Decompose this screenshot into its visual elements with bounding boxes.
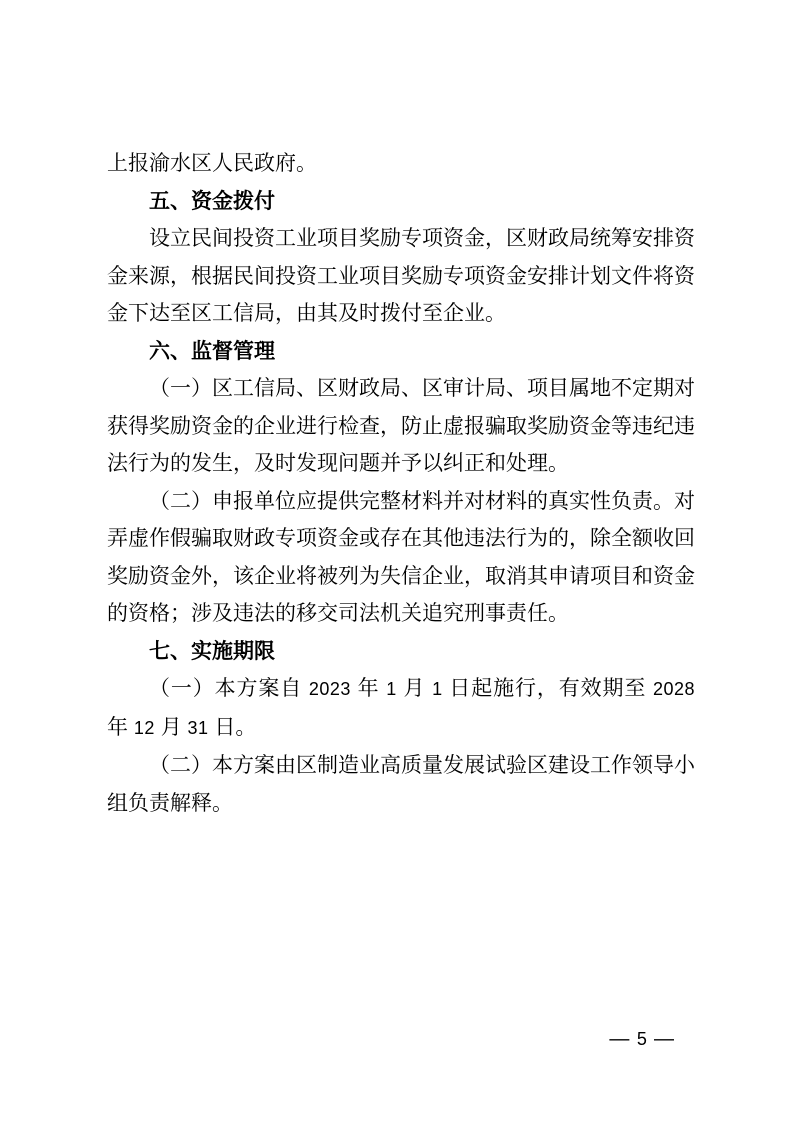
continuation-paragraph: 上报渝水区人民政府。 (107, 152, 317, 175)
body-paragraph: （一）区工信局、区财政局、区审计局、项目属地不定期对获得奖励资金的企业进行检查，防止虚报骗取奖励资金等违纪违法行为的发生，及时发现问题并予以纠正和处理。 (107, 377, 695, 475)
section-heading-supervision: 六、监督管理 (149, 339, 275, 363)
document-body (107, 145, 695, 822)
section-heading-implementation-period: 七、实施期限 (149, 639, 275, 663)
body-paragraph: （二）本方案由区制造业高质量发展试验区建设工作领导小组负责解释。 (107, 754, 695, 815)
body-paragraph: （二）申报单位应提供完整材料并对材料的真实性负责。对弄虚作假骗取财政专项资金或存在其他违法行为的，除全额收回奖励资金外，该企业将被列为失信企业，取消其申请项目和资金的资格；涉及违法的移交司法机关追究刑事责任。 (107, 489, 695, 625)
section-heading-funds-disbursement: 五、资金拨付 (149, 189, 275, 213)
body-paragraph: （一）本方案自 2023 年 1 月 1 日起施行，有效期至 2028 年 12 月 31 日。 (107, 677, 695, 739)
body-paragraph: 设立民间投资工业项目奖励专项资金，区财政局统筹安排资金来源，根据民间投资工业项目奖励专项资金安排计划文件将资金下达至区工信局，由其及时拨付至企业。 (107, 227, 695, 325)
page-number: — 5 — (609, 1028, 675, 1050)
